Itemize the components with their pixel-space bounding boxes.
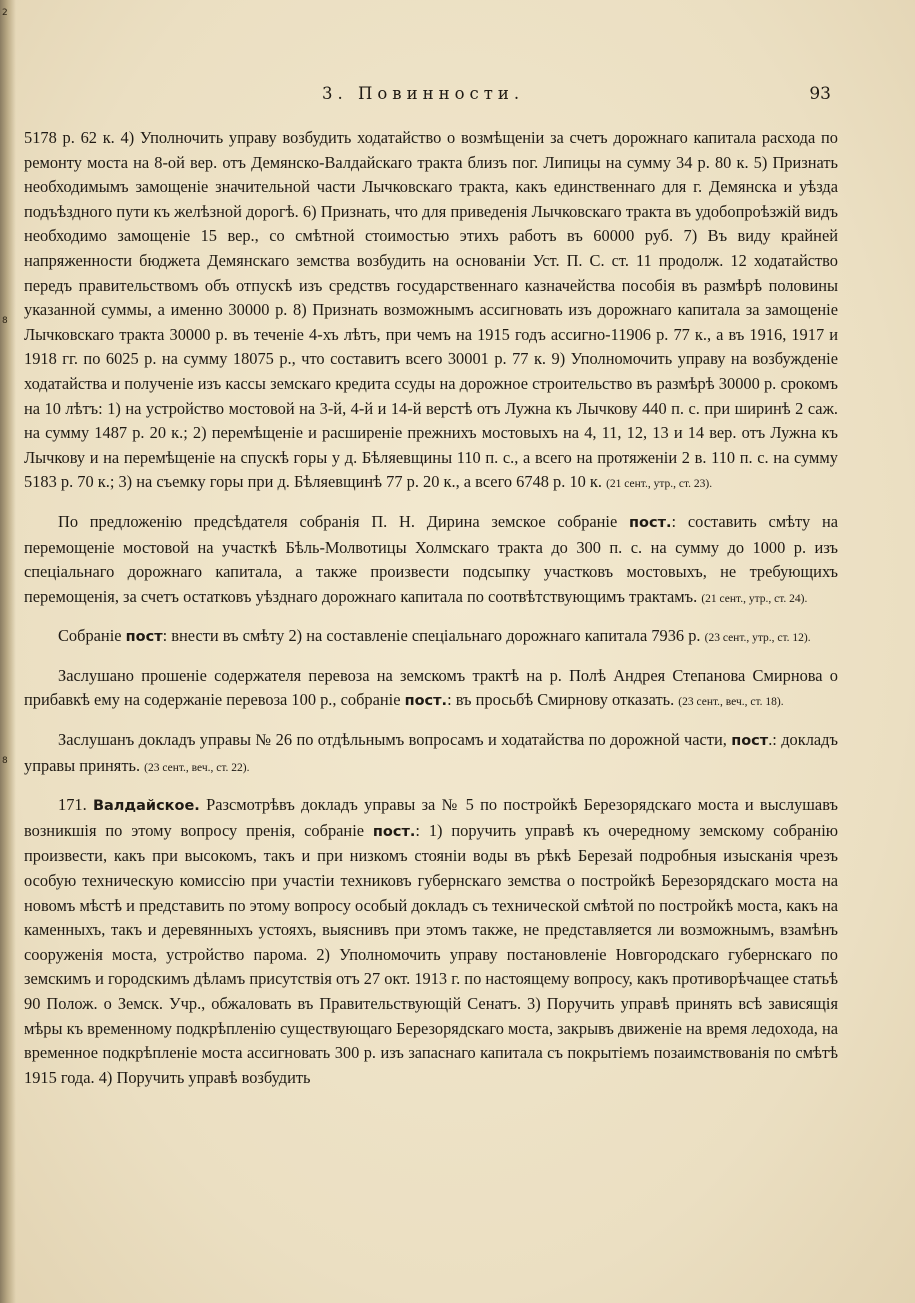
edge-mark: 2 xyxy=(2,8,8,18)
edge-mark: 8 xyxy=(2,316,8,326)
session-reference: (21 сент., утр., ст. 24). xyxy=(701,592,808,605)
emphasized-term: пост xyxy=(125,629,163,646)
session-reference: (23 сент., утр., ст. 12). xyxy=(704,632,811,645)
paragraph-text: 5178 р. 62 к. 4) Уполночить управу возбудить ходатайство о возмѣщеніи за счетъ дорожнаго капитала расхода по ремонту моста на 8-ой вер. отъ Демянско-Валдайскаго тракта близъ пог. Липицы на сумму 34 р. 80 к. 5) Признать необходимымъ замощеніе значительной части Лычковскаго тракта, какъ единственнаго для г. Демянска и уѣзда подъѣздного пути къ желѣзной дорогѣ. 6) Признать, что для приведенія Лычковскаго тракта въ удобопроѣзжій видъ необходимо замощеніе 15 вер., со смѣтной стоимостью этихъ работъ въ 60000 руб. 7) Въ виду крайней напряженности бюджета Демянскаго земства возбудить на основаніи Уст. П. С. ст. 11 продолж. 12 ходатайство передъ правительствомъ объ отпускѣ изъ средствъ государственнаго казначейства пособія въ размѣрѣ половины указанной суммы, а именно 30000 р. 8) Признать возможнымъ ассигновать изъ дорожнаго капитала за замощеніе Лычковскаго тракта 30000 р. въ теченіе 4-хъ лѣтъ, при чемъ на 1915 годъ ассигно-11906 р. 77 к., а въ 1916, 1917 и 1918 гг. по 6025 р. на сумму 18075 р., что составитъ всего 30001 р. 77 к. 9) Уполномочить управу на возбужденіе ходатайства и полученіе изъ кассы земскаго кредита ссуды на дорожное строительство въ размѣрѣ 30000 р. срокомъ на 10 лѣтъ: 1) на устройство мостовой на 3-й, 4-й и 14-й верстѣ отъ Лужна къ Лычкову 440 п. с. при ширинѣ 2 саж. на сумму 1487 р. 20 к.; 2) перемѣщеніе и расширеніе прежнихъ мостовыхъ на 4, 11, 12, 13 и 14 вер. отъ Лужна къ Лычкову и на перемѣщеніе на спускѣ горы у д. Бѣляевщины 110 п. с., а всего на протяженіи 2 в. 110 п. с. на сумму 5183 р. 70 к.; 3) на съемку горы при д. Бѣляевщинѣ 77 р. 20 к., а всего 6748 р. 10 к. xyxy=(24,128,838,492)
body-text xyxy=(24,126,838,1090)
session-reference: (23 сент., веч., ст. 18). xyxy=(678,696,784,709)
paragraph xyxy=(24,510,838,611)
emphasized-term: пост. xyxy=(372,823,416,840)
edge-mark: 8 xyxy=(2,756,8,766)
paragraph xyxy=(24,126,838,497)
emphasized-term: пост. xyxy=(629,514,672,531)
paragraph-text: : внести въ смѣту 2) на составленіе спеціальнаго дорожнаго капитала 7936 р. xyxy=(162,626,705,646)
paragraph-text: : въ просьбѣ Смирнову отказать. xyxy=(447,690,679,710)
paragraph-text: Собраніе xyxy=(58,626,126,646)
paragraph xyxy=(24,664,838,715)
page-gutter-edge xyxy=(0,0,16,1303)
paragraph xyxy=(24,624,838,651)
paragraph-text: 171. xyxy=(58,795,93,815)
paragraph-text: По предложенію предсѣдателя собранія П. Н. Дирина земское собраніе xyxy=(58,511,630,531)
paragraph xyxy=(24,728,838,780)
session-reference: (21 сент., утр., ст. 23). xyxy=(606,478,713,491)
paragraph-text: : составить смѣту на перемощеніе мостовой на участкѣ Бѣль-Молвотицы Холмскаго тракта до 300 п. с. на сумму до 1000 р. изъ спеціальнаго дорожнаго капитала, а также произвести подсыпку участковъ мостовыхъ, не требующихъ перемощенія, за счетъ остатковъ уѣзднаго дорожнаго капитала по соотвѣтствующимъ трактамъ. xyxy=(24,511,838,606)
running-title: 3. Повинности. xyxy=(322,84,525,103)
running-head xyxy=(322,84,831,108)
paragraph-text: : 1) поручить управѣ къ очередному земскому собранію произвести, какъ при высокомъ, такъ и при низкомъ стояніи воды въ рѣкѣ Березай подробныя изысканія чрезъ особую техническую комиссію при участіи техниковъ губернскаго земства о постройкѣ Березорядскаго моста на новомъ мѣстѣ и представить по этому вопросу особый докладъ съ технической смѣтой по постройкѣ моста, какъ на каменныхъ, такъ и деревянныхъ устояхъ, выяснивъ при этомъ также, не представляется ли возможнымъ, взамѣнъ сооруженія моста, устройство парома. 2) Уполномочить управу постановленіе Новгородскаго губернскаго по земскимъ и городскимъ дѣламъ присутствія отъ 27 окт. 1913 г. по настоящему вопросу, какъ противорѣчащее статьѣ 90 Полож. о Земск. Учр., обжаловать въ Правительствующій Сенатъ. 3) Поручить управѣ принять всѣ зависящія мѣры къ временному подкрѣпленію существующаго Березорядскаго моста, закрывъ движеніе на время ледохода, на временное подкрѣпленіе моста ассигновать 300 р. изъ запаснаго капитала съ покрытіемъ позаимствованія по смѣтѣ 1915 года. 4) Поручить управѣ возбудить xyxy=(24,820,838,1087)
emphasized-term: пост. xyxy=(404,693,448,710)
page-number: 93 xyxy=(809,84,831,104)
paragraph-text: .: докладъ управы принять. xyxy=(24,730,838,775)
emphasized-term: Валдайское. xyxy=(92,798,200,815)
paragraph xyxy=(24,793,838,1090)
paragraph-text: Заслушано прошеніе содержателя перевоза на земскомъ трактѣ на р. Полѣ Андрея Степанова Смирнова о прибавкѣ ему на содержаніе перевоза 100 р., собраніе xyxy=(24,665,838,710)
emphasized-term: пост xyxy=(731,733,769,750)
paragraph-text: Разсмотрѣвъ докладъ управы за № 5 по постройкѣ Березорядскаго моста и выслушавъ возникшія по этому вопросу пренія, собраніе xyxy=(24,795,839,840)
paragraph-text: Заслушанъ докладъ управы № 26 по отдѣльнымъ вопросамъ и ходатайства по дорожной части, xyxy=(58,730,732,750)
session-reference: (23 сент., веч., ст. 22). xyxy=(144,761,250,774)
